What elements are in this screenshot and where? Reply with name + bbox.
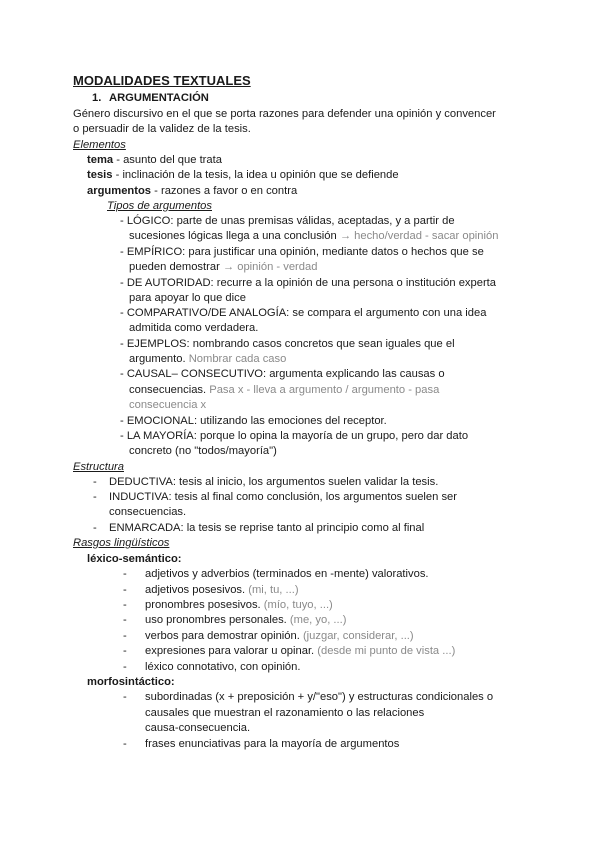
tipo-note: → opinión - verdad bbox=[222, 261, 318, 273]
list-bullet: - bbox=[123, 738, 127, 750]
list-bullet: - bbox=[123, 661, 127, 673]
lexico-text: pronombres posesivos. bbox=[145, 599, 264, 611]
lexico-example: (mío, tuyo, ...) bbox=[263, 599, 333, 611]
element-term: argumentos bbox=[87, 185, 152, 197]
list-bullet: - bbox=[93, 522, 97, 534]
element-desc: - asunto del que trata bbox=[113, 154, 222, 166]
tipo-emocional-line-1: - EMOCIONAL: utilizando las emociones del receptor. bbox=[120, 415, 387, 427]
list-bullet: - bbox=[123, 599, 127, 611]
definition-line-1: Género discursivo en el que se porta razones para defender una opinión y convencer bbox=[73, 108, 496, 120]
section-number: 1. bbox=[92, 92, 102, 104]
estructura-inductiva-line-1: INDUCTIVA: tesis al final como conclusión, los argumentos suelen ser bbox=[109, 491, 457, 503]
list-bullet: - bbox=[123, 584, 127, 596]
tipo-ejemplos-line-1: - EJEMPLOS: nombrando casos concretos que sean iguales que el bbox=[120, 338, 455, 350]
list-bullet: - bbox=[123, 614, 127, 626]
lexico-example: (juzgar, considerar, ...) bbox=[302, 630, 414, 642]
rasgos-heading: Rasgos lingüísticos bbox=[73, 537, 170, 549]
lexico-example: (mi, tu, ...) bbox=[248, 584, 299, 596]
morfo-item-line-1: subordinadas (x + preposición + y/"eso") y estructuras condicionales o bbox=[145, 691, 494, 703]
tipo-note: → hecho/verdad - sacar opinión bbox=[339, 230, 499, 242]
list-bullet: - bbox=[93, 491, 97, 503]
lexico-item bbox=[145, 613, 346, 628]
element-term: tesis bbox=[87, 169, 113, 181]
list-bullet: - bbox=[123, 630, 127, 642]
lexico-example: (desde mi punto de vista ...) bbox=[317, 645, 456, 657]
tipo-mayoria-line-1: - LA MAYORÍA: porque lo opina la mayoría de un grupo, pero dar dato bbox=[120, 430, 469, 442]
tipo-text: sucesiones lógicas llega a una conclusión bbox=[129, 230, 340, 242]
lexico-item: léxico connotativo, con opinión. bbox=[145, 661, 301, 673]
tipo-logico-line-2 bbox=[129, 229, 498, 244]
lexico-item bbox=[145, 629, 414, 644]
morfo-item: frases enunciativas para la mayoría de argumentos bbox=[145, 738, 400, 750]
estructura-heading: Estructura bbox=[73, 461, 124, 473]
list-bullet: - bbox=[123, 645, 127, 657]
lexico-item bbox=[145, 583, 299, 598]
estructura-enmarcada: ENMARCADA: la tesis se reprise tanto al principio como al final bbox=[109, 522, 425, 534]
tipo-note: Pasa x - lleva a argumento / argumento - pasa bbox=[209, 384, 440, 396]
tipo-empirico-line-2 bbox=[129, 260, 317, 275]
morfo-item-line-3: causa-consecuencia. bbox=[145, 722, 251, 734]
tipo-causal-line-2 bbox=[129, 383, 439, 398]
lexico-text: expresiones para valorar u opinar. bbox=[145, 645, 318, 657]
tipo-text: argumento. bbox=[129, 353, 189, 365]
tipo-autoridad-line-2: para apoyar lo que dice bbox=[129, 292, 246, 304]
definition-line-2: o persuadir de la validez de la tesis. bbox=[73, 123, 251, 135]
tipo-logico-line-1: - LÓGICO: parte de unas premisas válidas, aceptadas, y a partir de bbox=[120, 215, 455, 227]
element-desc: - razones a favor o en contra bbox=[151, 185, 298, 197]
element-desc: - inclinación de la tesis, la idea u opinión que se defiende bbox=[112, 169, 399, 181]
list-bullet: - bbox=[123, 691, 127, 703]
tipo-text: consecuencias. bbox=[129, 384, 210, 396]
lexico-text: uso pronombres personales. bbox=[145, 614, 290, 626]
lexico-item: adjetivos y adverbios (terminados en -mente) valorativos. bbox=[145, 568, 429, 580]
list-bullet: - bbox=[93, 476, 97, 488]
lexico-example: (me, yo, ...) bbox=[289, 614, 347, 626]
tipo-autoridad-line-1: - DE AUTORIDAD: recurre a la opinión de una persona o institución experta bbox=[120, 277, 497, 289]
lexico-item bbox=[145, 644, 455, 659]
lexico-text: adjetivos posesivos. bbox=[145, 584, 249, 596]
element-term: tema bbox=[87, 154, 114, 166]
tipo-note: Nombrar cada caso bbox=[188, 353, 287, 365]
element-tesis bbox=[87, 168, 399, 183]
section-heading: ARGUMENTACIÓN bbox=[109, 92, 209, 104]
list-bullet: - bbox=[123, 568, 127, 580]
lexico-text: verbos para demostrar opinión. bbox=[145, 630, 303, 642]
page-title: MODALIDADES TEXTUALES bbox=[73, 73, 251, 88]
element-argumentos bbox=[87, 184, 297, 199]
lexico-heading: léxico-semántico: bbox=[87, 553, 182, 565]
tipo-comparativo-line-2: admitida como verdadera. bbox=[129, 322, 259, 334]
tipos-heading: Tipos de argumentos bbox=[107, 200, 212, 212]
lexico-item bbox=[145, 598, 333, 613]
tipo-comparativo-line-1: - COMPARATIVO/DE ANALOGÍA: se compara el argumento con una idea bbox=[120, 307, 487, 319]
tipo-causal-line-3: consecuencia x bbox=[129, 399, 207, 411]
morfo-item-line-2: causales que muestran el razonamiento o las relaciones bbox=[145, 707, 425, 719]
morfo-heading: morfosintáctico: bbox=[87, 676, 175, 688]
estructura-deductiva: DEDUCTIVA: tesis al inicio, los argumentos suelen validar la tesis. bbox=[109, 476, 439, 488]
tipo-text: pueden demostrar bbox=[129, 261, 223, 273]
tipo-empirico-line-1: - EMPÍRICO: para justificar una opinión, mediante datos o hechos que se bbox=[120, 246, 484, 258]
tipo-causal-line-1: - CAUSAL– CONSECUTIVO: argumenta explicando las causas o bbox=[120, 368, 445, 380]
elementos-heading: Elementos bbox=[73, 139, 126, 151]
tipo-mayoria-line-2: concreto (no "todos/mayoría") bbox=[129, 445, 277, 457]
element-tema bbox=[87, 153, 222, 168]
estructura-inductiva-line-2: consecuencias. bbox=[109, 506, 187, 518]
tipo-ejemplos-line-2 bbox=[129, 352, 286, 367]
